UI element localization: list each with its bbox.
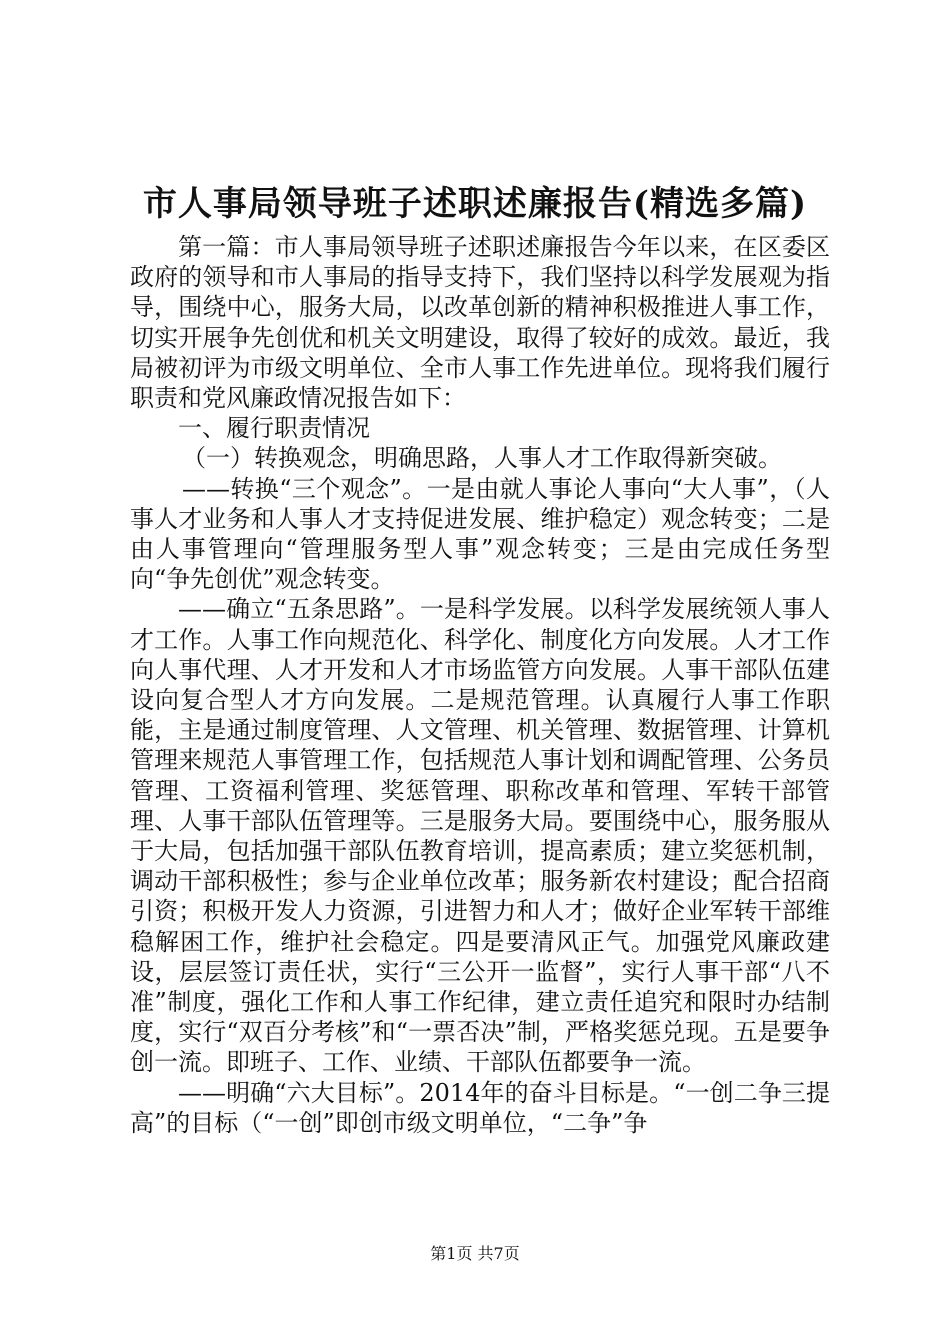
page-footer: 第1页 共7页 <box>430 1244 520 1263</box>
paragraph-three-concepts: ——转换“三个观念”。一是由就人事论人事向“大人事”，（人事人才业务和人事人才支持促进发展、维护稳定）观念转变；二是由人事管理向“管理服务型人事”观念转变；三是由完成任务型向“争先创优”观念转变。 <box>130 474 830 594</box>
paragraph-six-goals: ——明确“六大目标”。2014年的奋斗目标是。“一创二争三提高”的目标（“一创”即创市级文明单位，“二争”争 <box>130 1078 830 1137</box>
document-body <box>130 232 830 1138</box>
paragraph-five-ideas: ——确立“五条思路”。一是科学发展。以科学发展统领人事人才工作。人事工作向规范化、科学化、制度化方向发展。人才工作向人事代理、人才开发和人才市场监管方向发展。人事干部队伍建设向复合型人才方向发展。二是规范管理。认真履行人事工作职能，主是通过制度管理、人文管理、机关管理、数据管理、计算机管理来规范人事管理工作，包括规范人事计划和调配管理、公务员管理、工资福利管理、奖惩管理、职称改革和管理、军转干部管理、人事干部队伍管理等。三是服务大局。要围绕中心，服务服从于大局，包括加强干部队伍教育培训，提高素质；建立奖惩机制，调动干部积极性；参与企业单位改革；服务新农村建设；配合招商引资；积极开发人力资源，引进智力和人才；做好企业军转干部维稳解困工作，维护社会稳定。四是要清风正气。加强党风廉政建设，层层签订责任状，实行“三公开一监督”，实行人事干部“八不准”制度，强化工作和人事工作纪律，建立责任追究和限时办结制度，实行“双百分考核”和“一票否决”制，严格奖惩兑现。五是要争创一流。即班子、工作、业绩、干部队伍都要争一流。 <box>130 595 830 1077</box>
document-title: 市人事局领导班子述职述廉报告(精选多篇) <box>142 184 808 224</box>
paragraph-intro: 第一篇：市人事局领导班子述职述廉报告今年以来，在区委区政府的领导和市人事局的指导支持下，我们坚持以科学发展观为指导，围绕中心，服务大局，以改革创新的精神积极推进人事工作，切实开展争先创优和机关文明建设，取得了较好的成效。最近，我局被初评为市级文明单位、全市人事工作先进单位。现将我们履行职责和党风廉政情况报告如下： <box>130 233 830 413</box>
subsection-heading: （一）转换观念，明确思路，人事人才工作取得新突破。 <box>182 444 782 473</box>
section-heading: 一、履行职责情况 <box>178 414 370 443</box>
